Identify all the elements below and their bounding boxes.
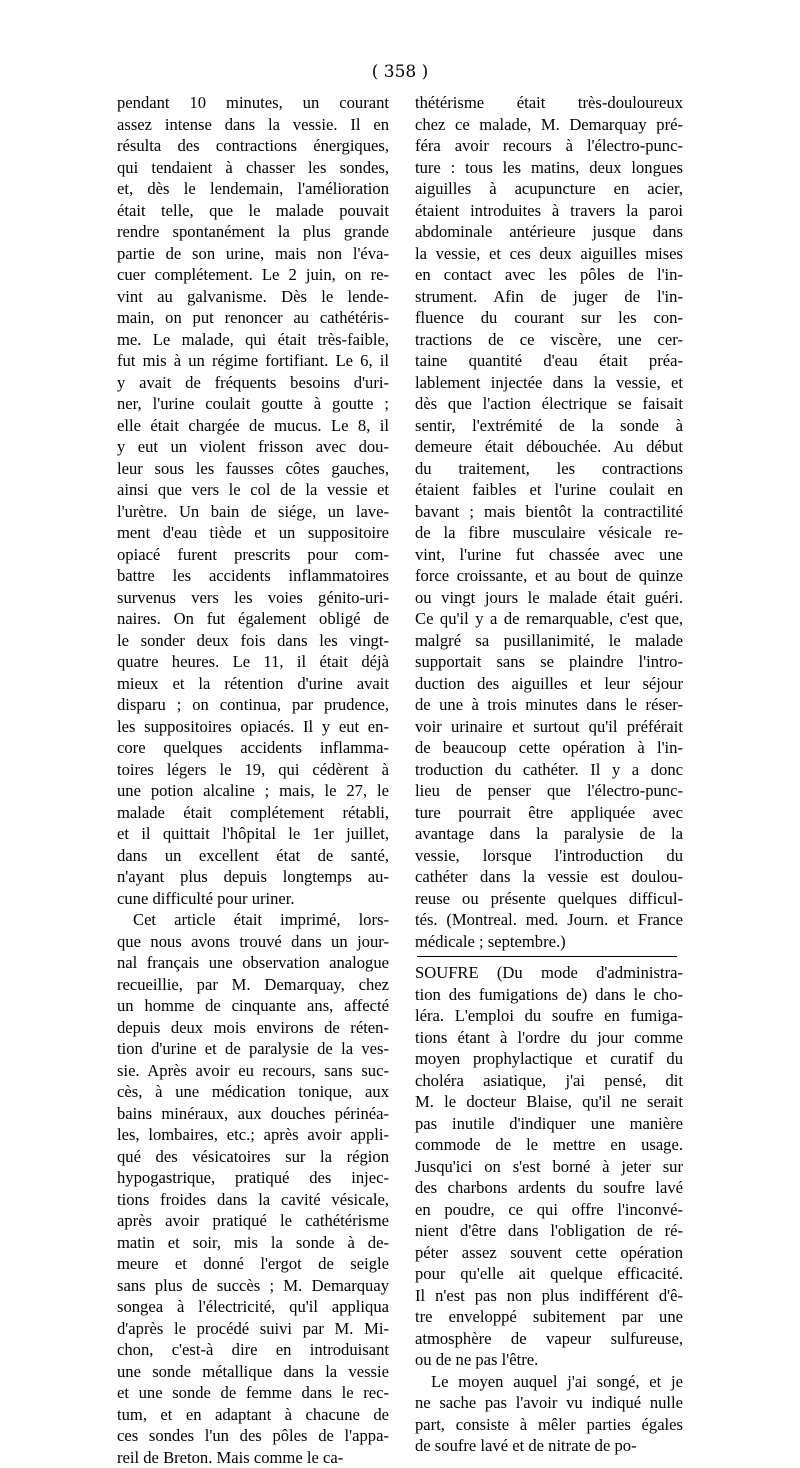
left-column-line: une potion alcaline ; mais, le 27, le: [117, 780, 389, 802]
right-column: [415, 92, 683, 1457]
right-column-line: de une à trois minutes dans le réser-: [415, 694, 683, 716]
right-column-line: tion des fumigations de) dans le cho-: [415, 984, 683, 1006]
right-column-line: féra avoir recours à l'électro-punc-: [415, 135, 683, 157]
left-column-line: me. Le malade, qui était très-faible,: [117, 329, 389, 351]
right-column-line: demeure était débouchée. Au début: [415, 436, 683, 458]
right-column-line: force croissante, et au bout de quinze: [415, 565, 683, 587]
right-column-line: malgré sa pusillanimité, le malade: [415, 630, 683, 652]
right-column-line: vessie, lorsque l'introduction du: [415, 845, 683, 867]
left-column-line: dans un excellent état de santé,: [117, 845, 389, 867]
right-column-line: ne sache pas l'avoir vu indiqué nulle: [415, 1392, 683, 1414]
right-column-line: SOUFRE (Du mode d'administra-: [415, 962, 683, 984]
right-column-line: voir urinaire et surtout qu'il préférait: [415, 716, 683, 738]
right-column-line: lablement injectée dans la vessie, et: [415, 372, 683, 394]
left-column-line: leur sous les fausses côtes gauches,: [117, 458, 389, 480]
left-column-line: nal français une observation analogue: [117, 952, 389, 974]
left-column-line: Cet article était imprimé, lors-: [117, 909, 389, 931]
left-column-line: cès, à une médication tonique, aux: [117, 1081, 389, 1103]
left-column-line: les, lombaires, etc.; après avoir appli-: [117, 1124, 389, 1146]
right-column-line: Il n'est pas non plus indifférent d'ê-: [415, 1285, 683, 1307]
right-column-line: étaient faibles et l'urine coulait en: [415, 479, 683, 501]
left-column-line: disparu ; on continua, par prudence,: [117, 694, 389, 716]
right-column-line: ou de ne pas l'être.: [415, 1349, 683, 1371]
left-column-line: malade était complétement rétabli,: [117, 802, 389, 824]
left-column-line: core quelques accidents inflamma-: [117, 737, 389, 759]
left-column-line: tion d'urine et de paralysie de la ves-: [117, 1038, 389, 1060]
right-column-line: vint, l'urine fut chassée avec une: [415, 544, 683, 566]
left-column-line: naires. On fut également obligé de: [117, 608, 389, 630]
right-column-line: Ce qu'il y a de remarquable, c'est que,: [415, 608, 683, 630]
right-column-line: des charbons ardents du soufre lavé: [415, 1177, 683, 1199]
left-column-line: un homme de cinquante ans, affecté: [117, 995, 389, 1017]
left-column-line: elle était chargée de mucus. Le 8, il: [117, 415, 389, 437]
left-column-line: fut mis à un régime fortifiant. Le 6, il: [117, 350, 389, 372]
right-column-line: de soufre lavé et de nitrate de po-: [415, 1435, 683, 1457]
left-column-line: ment d'eau tiède et un suppositoire: [117, 522, 389, 544]
left-column-line: partie de son urine, mais non l'éva-: [117, 243, 389, 265]
left-column-line: hypogastrique, pratiqué des injec-: [117, 1167, 389, 1189]
left-column-line: après avoir pratiqué le cathétérisme: [117, 1210, 389, 1232]
right-column-line: lieu de penser que l'électro-punc-: [415, 780, 683, 802]
right-column-line: léra. L'emploi du soufre en fumiga-: [415, 1005, 683, 1027]
right-column-line: bavant ; mais bientôt la contractilité: [415, 501, 683, 523]
section-divider: [415, 952, 683, 962]
left-column-line: opiacé furent prescrits pour com-: [117, 544, 389, 566]
left-column-line: mieux et la rétention d'urine avait: [117, 673, 389, 695]
left-column-line: meure et donné l'ergot de seigle: [117, 1253, 389, 1275]
right-column-line: en contact avec les pôles de l'in-: [415, 264, 683, 286]
right-column-line: pas inutile d'indiquer une manière: [415, 1113, 683, 1135]
left-column-line: assez intense dans la vessie. Il en: [117, 114, 389, 136]
right-column-line: tions étant à l'ordre du jour comme: [415, 1027, 683, 1049]
left-column-line: pendant 10 minutes, un courant: [117, 92, 389, 114]
right-column-line: étaient introduites à travers la paroi: [415, 200, 683, 222]
left-column-line: ner, l'urine coulait goutte à goutte ;: [117, 393, 389, 415]
right-column-line: abdominale antérieure jusque dans: [415, 221, 683, 243]
right-column-line: dès que l'action électrique se faisait: [415, 393, 683, 415]
right-column-line: la vessie, et ces deux aiguilles mises: [415, 243, 683, 265]
left-column-line: d'après le procédé suivi par M. Mi-: [117, 1318, 389, 1340]
left-column-line: y avait de fréquents besoins d'uri-: [117, 372, 389, 394]
right-column-line: part, consiste à mêler parties égales: [415, 1414, 683, 1436]
right-column-line: taine quantité d'eau était préa-: [415, 350, 683, 372]
right-column-line: avantage dans la paralysie de la: [415, 823, 683, 845]
left-column-line: les suppositoires opiacés. Il y eut en-: [117, 716, 389, 738]
right-column-line: commode de le mettre en usage.: [415, 1134, 683, 1156]
right-column-line: troduction du cathéter. Il y a donc: [415, 759, 683, 781]
left-column-line: y eut un violent frisson avec dou-: [117, 436, 389, 458]
left-column-line: main, on put renoncer au cathétéris-: [117, 307, 389, 329]
right-column-line: pour qu'elle ait quelque efficacité.: [415, 1263, 683, 1285]
left-column-line: le sonder deux fois dans les vingt-: [117, 630, 389, 652]
right-column-line: de la fibre musculaire vésicale re-: [415, 522, 683, 544]
left-column-line: ainsi que vers le col de la vessie et: [117, 479, 389, 501]
left-column-line: une sonde métallique dans la vessie: [117, 1361, 389, 1383]
right-column-line: chez ce malade, M. Demarquay pré-: [415, 114, 683, 136]
left-column-line: tions froides dans la cavité vésicale,: [117, 1189, 389, 1211]
right-column-line: Jusqu'ici on s'est borné à jeter sur: [415, 1156, 683, 1178]
left-column-line: qué des vésicatoires sur la région: [117, 1146, 389, 1168]
right-column-line: choléra asiatique, j'ai pensé, dit: [415, 1070, 683, 1092]
left-column-line: cuer complétement. Le 2 juin, on re-: [117, 264, 389, 286]
right-column-line: tre enveloppé subitement par une: [415, 1306, 683, 1328]
left-column-line: rendre spontanément la plus grande: [117, 221, 389, 243]
left-column-line: survenus vers les voies génito-uri-: [117, 587, 389, 609]
left-column-line: était telle, que le malade pouvait: [117, 200, 389, 222]
left-column-line: chon, c'est-à dire en introduisant: [117, 1339, 389, 1361]
left-column-line: que nous avons trouvé dans un jour-: [117, 931, 389, 953]
right-column-line: duction des aiguilles et leur séjour: [415, 673, 683, 695]
right-column-line: moyen prophylactique et curatif du: [415, 1048, 683, 1070]
left-column-line: toires légers le 19, qui cédèrent à: [117, 759, 389, 781]
left-column-line: matin et soir, mis la sonde à de-: [117, 1232, 389, 1254]
left-column-line: reil de Breton. Mais comme le ca-: [117, 1447, 389, 1468]
right-column-line: du traitement, les contractions: [415, 458, 683, 480]
right-column-line: cathéter dans la vessie est doulou-: [415, 866, 683, 888]
left-column-line: cune difficulté pour uriner.: [117, 888, 389, 910]
right-column-line: aiguilles à acupuncture en acier,: [415, 178, 683, 200]
right-column-line: en poudre, ce qui offre l'inconvé-: [415, 1199, 683, 1221]
right-column-line: strument. Afin de juger de l'in-: [415, 286, 683, 308]
left-column-line: sans plus de succès ; M. Demarquay: [117, 1275, 389, 1297]
left-column-line: ces sondes l'un des pôles de l'appa-: [117, 1425, 389, 1447]
right-column-line: péter assez souvent cette opération: [415, 1242, 683, 1264]
right-column-line: de beaucoup cette opération à l'in-: [415, 737, 683, 759]
right-column-line: atmosphère de vapeur sulfureuse,: [415, 1328, 683, 1350]
right-column-line: reuse ou présente quelques difficul-: [415, 888, 683, 910]
left-column-line: et une sonde de femme dans le rec-: [117, 1382, 389, 1404]
right-column-line: médicale ; septembre.): [415, 931, 683, 953]
left-column-line: bains minéraux, aux douches périnéa-: [117, 1103, 389, 1125]
right-column-line: sentir, l'extrémité de la sonde à: [415, 415, 683, 437]
left-column-line: tum, et en adaptant à chacune de: [117, 1404, 389, 1426]
right-column-line: ture pourrait être appliquée avec: [415, 802, 683, 824]
right-column-line: ture : tous les matins, deux longues: [415, 157, 683, 179]
left-column-line: quatre heures. Le 11, il était déjà: [117, 651, 389, 673]
left-column-line: et, dès le lendemain, l'amélioration: [117, 178, 389, 200]
right-column-line: fluence du courant sur les con-: [415, 307, 683, 329]
right-column-line: tés. (Montreal. med. Journ. et France: [415, 909, 683, 931]
right-column-line: M. le docteur Blaise, qu'il ne serait: [415, 1091, 683, 1113]
right-column-line: nient d'être dans l'obligation de ré-: [415, 1220, 683, 1242]
right-column-line: thétérisme était très-douloureux: [415, 92, 683, 114]
left-column-line: depuis deux mois environs de réten-: [117, 1017, 389, 1039]
left-column-line: et il quittait l'hôpital le 1er juillet,: [117, 823, 389, 845]
page-number: ( 358 ): [0, 62, 800, 82]
left-column-line: vint au galvanisme. Dès le lende-: [117, 286, 389, 308]
left-column-line: songea à l'électricité, qu'il appliqua: [117, 1296, 389, 1318]
right-column-line: tractions de ce viscère, une cer-: [415, 329, 683, 351]
left-column-line: sie. Après avoir eu recours, sans suc-: [117, 1060, 389, 1082]
left-column-line: résulta des contractions énergiques,: [117, 135, 389, 157]
right-column-line: supportait sans se plaindre l'intro-: [415, 651, 683, 673]
right-column-line: Le moyen auquel j'ai songé, et je: [415, 1371, 683, 1393]
left-column-line: qui tendaient à chasser les sondes,: [117, 157, 389, 179]
right-column-line: ou vingt jours le malade était guéri.: [415, 587, 683, 609]
left-column-line: l'urètre. Un bain de siége, un lave-: [117, 501, 389, 523]
left-column-line: n'ayant plus depuis longtemps au-: [117, 866, 389, 888]
left-column-line: battre les accidents inflammatoires: [117, 565, 389, 587]
left-column-line: recueillie, par M. Demarquay, chez: [117, 974, 389, 996]
